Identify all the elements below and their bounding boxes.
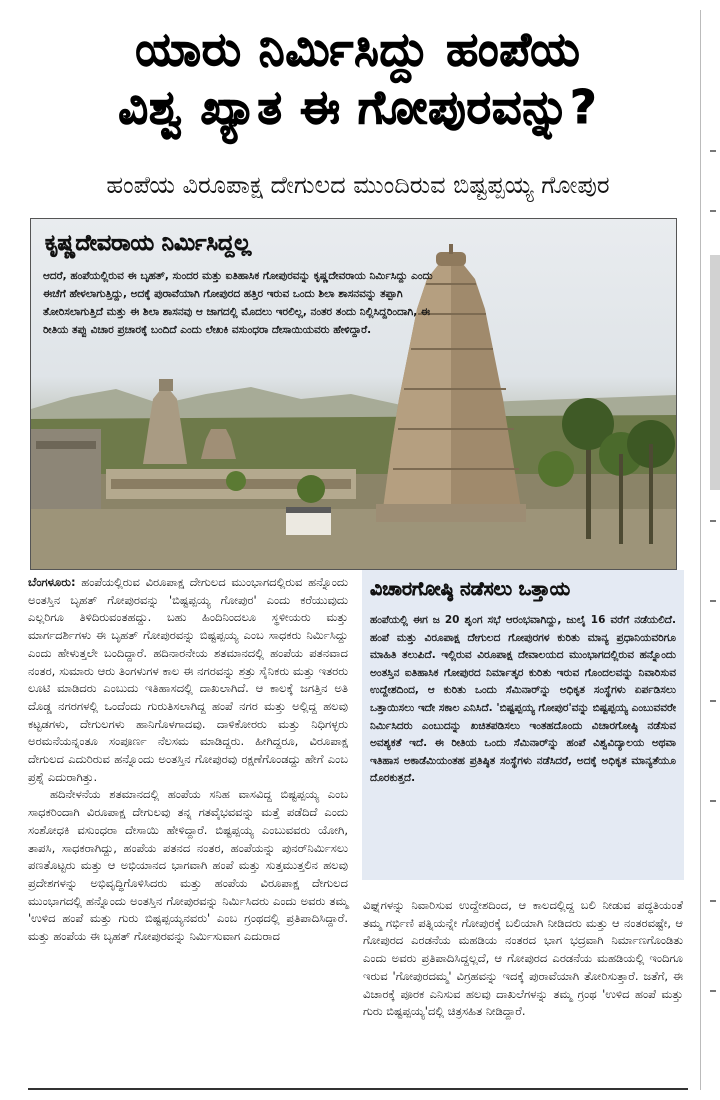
photo-box-caption: ಆದರೆ, ಹಂಪೆಯಲ್ಲಿರುವ ಈ ಬೃಹತ್, ಸುಂದರ ಮತ್ತು ಐತಿಹಾಸಿಕ ಗೋಪುರವನ್ನು ಕೃಷ್ಣದೇವರಾಯ ನಿರ್ಮಿಸಿದ್ದು ಎಂದು ಈಚೆಗೆ ಹೇಳಲಾಗುತ್ತಿದ್ದು, ಅದಕ್ಕೆ ಪುರಾವೆಯಾಗಿ ಗೋಪುರದ ಹತ್ತಿರ ಇರುವ ಒಂದು ಶಿಲಾ ಶಾಸನವನ್ನು ತಪ್ಪಾಗಿ ತೋರಿಸಲಾಗುತ್ತಿದೆ ಮತ್ತು ಈ ಶಿಲಾ ಶಾಸನವು ಆ ಜಾಗದಲ್ಲಿ ಮೊದಲು ಇರಲಿಲ್ಲ, ನಂತರ ತಂದು ನಿಲ್ಲಿಸಿದ್ದರಿಂದಾಗಿ, ಈ ರೀತಿಯ ತಪ್ಪು ವಿಚಾರ ಪ್ರಚಾರಕ್ಕೆ ಬಂದಿದೆ ಎಂದು ಲೇಖಕಿ ವಸುಂಧರಾ ದೇಸಾಯಿಯವರು ಹೇಳಿದ್ದಾರೆ. bbox=[43, 270, 433, 336]
column-divider-rule bbox=[700, 10, 701, 1090]
temple-photo-box bbox=[30, 218, 677, 570]
article-paragraph-2: ಹದಿನೇಳನೆಯ ಶತಮಾನದಲ್ಲಿ ಹಂಪೆಯ ಸನಿಹ ವಾಸವಿದ್ದ ಬಿಷ್ಟಪ್ಪಯ್ಯ ಎಂಬ ಸಾಧಕರಿಂದಾಗಿ ವಿರೂಪಾಕ್ಷ ದೇಗುಲವು ತನ್ನ ಗತವೈಭವವನ್ನು ಮತ್ತೆ ಪಡೆದಿದೆ ಎಂದು ಸಂಶೋಧಕಿ ವಸುಂಧರಾ ದೇಸಾಯಿ ಹೇಳಿದ್ದಾರೆ. ಬಿಷ್ಟಪ್ಪಯ್ಯ ಎಂಬುವವರು ಯೋಗಿ, ತಾಪಸಿ, ಸಾಧಕರಾಗಿದ್ದು, ಹಂಪೆಯ ಪತನದ ನಂತರ, ಹಂಪೆಯನ್ನು ಪುನರ್‌ನಿರ್ಮಿಸಲು ಪಣತೊಟ್ಟರು ಮತ್ತು ಆ ಅಭಿಯಾನದ ಭಾಗವಾಗಿ ಹಂಪೆ ಮತ್ತು ಸುತ್ತಮುತ್ತಲಿನ ಹಲವು ಪ್ರದೇಶಗಳನ್ನು ಅಭಿವೃದ್ಧಿಗೊಳಿಸಿದರು ಮತ್ತು ಹಂಪೆಯ ವಿರೂಪಾಕ್ಷ ದೇಗುಲದ ಮುಂಭಾಗದಲ್ಲಿ ಹನ್ನೊಂದು ಅಂತಸ್ತಿನ ಗೋಪುರವನ್ನು ನಿರ್ಮಿಸಿದರು ಎಂದು ಅವರು ತಮ್ಮ 'ಉಳಿದ ಹಂಪೆ ಮತ್ತು ಗುರು ಬಿಷ್ಟಪ್ಪಯ್ಯನವರು' ಎಂಬ ಗ್ರಂಥದಲ್ಲಿ ಪ್ರತಿಪಾದಿಸಿದ್ದಾರೆ. ಮತ್ತು ಹಂಪೆಯ ಈ ಬೃಹತ್ ಗೋಪುರವನ್ನು ನಿರ್ಮಿಸುವಾಗ ಎದುರಾದ bbox=[28, 787, 348, 944]
photo-box-title: ಕೃಷ್ಣದೇವರಾಯ ನಿರ್ಮಿಸಿದ್ದಲ್ಲ bbox=[45, 231, 252, 256]
article-column-left bbox=[28, 574, 348, 946]
headline-line-1: ಯಾರು ನಿರ್ಮಿಸಿದ್ದು ಹಂಪೆಯ bbox=[135, 22, 581, 76]
headline bbox=[28, 20, 688, 136]
article-dateline: ಬೆಂಗಳೂರು: bbox=[28, 575, 76, 589]
subheadline: ಹಂಪೆಯ ವಿರೂಪಾಕ್ಷ ದೇಗುಲದ ಮುಂದಿರುವ ಬಿಷ್ಟಪ್ಪಯ್ಯ ಗೋಪುರ bbox=[106, 171, 610, 199]
adjacent-page-strip bbox=[710, 255, 720, 490]
bottom-rule bbox=[28, 1088, 688, 1090]
article-paragraph-1-text: ಹಂಪೆಯಲ್ಲಿರುವ ವಿರೂಪಾಕ್ಷ ದೇಗುಲದ ಮುಂಭಾಗದಲ್ಲಿರುವ ಹನ್ನೊಂದು ಅಂತಸ್ತಿನ ಬೃಹತ್ ಗೋಪುರವನ್ನು 'ಬಿಷ್ಟಪ್ಪಯ್ಯ ಗೋಪುರ' ಎಂದು ಕರೆಯುವುದು ಎಲ್ಲರಿಗೂ ತಿಳಿದಿರುವಂತಹದ್ದು. ಬಹು ಹಿಂದಿನಿಂದಲೂ ಸ್ಥಳೀಯರು ಮತ್ತು ಮಾರ್ಗದರ್ಶಿಗಳು ಈ ಬೃಹತ್ ಗೋಪುರವನ್ನು ಬಿಷ್ಟಪ್ಪಯ್ಯ ಎಂಬ ಸಾಧಕರು ನಿರ್ಮಿಸಿದ್ದು ಎಂದು ಹೇಳುತ್ತಲೇ ಬಂದಿದ್ದಾರೆ. ಹದಿನಾರನೇಯ ಶತಮಾನದಲ್ಲಿ ಹಂಪೆಯ ಪತನವಾದ ನಂತರ, ಸುಮಾರು ಆರು ತಿಂಗಳುಗಳ ಕಾಲ ಈ ನಗರವನ್ನು ಶತ್ರು ಸೈನಿಕರು ಮತ್ತು ಇತರರು ಲೂಟಿ ಮಾಡಿದರು ಎಂಬುದು ಇತಿಹಾಸದಲ್ಲಿ ದಾಖಲಾಗಿದೆ. ಆ ಕಾಲಕ್ಕೆ ಜಗತ್ತಿನ ಅತಿ ದೊಡ್ಡ ನಗರಗಳಲ್ಲಿ ಒಂದೆಂದು ಗುರುತಿಸಲಾಗಿದ್ದ ಹಂಪೆ ನಗರ ಮತ್ತು ಅಲ್ಲಿದ್ದ ಹಲವು ಕಟ್ಟಡಗಳು, ದೇಗುಲಗಳು ಹಾನಿಗೊಳಗಾದವು. ದಾಳಿಕೋರರು ಮತ್ತು ನಿಧಿಗಳ್ಳರು ಅರಮನೆಯನ್ನಂತೂ ಸಂಪೂರ್ಣ ನೆಲಸಮ ಮಾಡಿದ್ದರು. ಹೀಗಿದ್ದರೂ, ವಿರೂಪಾಕ್ಷ ದೇಗುಲದ ಎದುರಿರುವ ಹನ್ನೊಂದು ಅಂತಸ್ತಿನ ಗೋಪುರವು ರಕ್ಷಣೆಗೊಂಡದ್ದು ಹೇಗೆ ಎಂಬ ಪ್ರಶ್ನೆ ಎದುರಾಗಿತ್ತು. bbox=[28, 575, 348, 784]
headline-line-2: ವಿಶ್ವ ಖ್ಯಾತ ಈ ಗೋಪುರವನ್ನು? bbox=[118, 80, 598, 134]
article-paragraph-1 bbox=[28, 574, 348, 786]
article-continuation bbox=[363, 897, 683, 1021]
sidebar-box bbox=[362, 570, 684, 880]
sidebar-title: ವಿಚಾರಗೋಷ್ಠಿ ನಡೆಸಲು ಒತ್ತಾಯ bbox=[370, 578, 571, 600]
sidebar-body: ಹಂಪೆಯಲ್ಲಿ ಈಗ ಜ 20 ಶೃಂಗ ಸಭೆ ಆರಂಭವಾಗಿದ್ದು, ಜುಲೈ 16 ವರೆಗೆ ನಡೆಯಲಿದೆ. ಹಂಪೆ ಮತ್ತು ವಿರೂಪಾಕ್ಷ ದೇಗುಲದ ಗೋಪುರಗಳ ಕುರಿತು ಮಾನ್ಯ ಪ್ರಧಾನಿಯವರಿಗೂ ಮಾಹಿತಿ ತಲುಪಿದೆ. ಇಲ್ಲಿರುವ ವಿರೂಪಾಕ್ಷ ದೇವಾಲಯದ ಮುಂಭಾಗದಲ್ಲಿರುವ ಹನ್ನೊಂದು ಅಂತಸ್ತಿನ ಐತಿಹಾಸಿಕ ಗೋಪುರದ ನಿರ್ಮಾತೃರ ಕುರಿತು ಇರುವ ಗೊಂದಲವನ್ನು ನಿವಾರಿಸುವ ಉದ್ದೇಶದಿಂದ, ಆ ಕುರಿತು ಒಂದು ಸೆಮಿನಾರ್‌ನ್ನು ಅಧಿಕೃತ ಸಂಸ್ಥೆಗಳು ಏರ್ಪಡಿಸಲು ಒತ್ತಾಯಿಸಲು ಇದೇ ಸಕಾಲ ಎನಿಸಿದೆ. 'ಬಿಷ್ಟಪ್ಪಯ್ಯ ಗೋಪುರ'ವನ್ನು ಬಿಷ್ಟಪ್ಪಯ್ಯ ಎಂಬುವವರೇ ನಿರ್ಮಿಸಿದರು ಎಂಬುದನ್ನು ಖಚಿತಪಡಿಸಲು ಇಂತಹದೊಂದು ವಿಚಾರಗೋಷ್ಠಿ ನಡೆಸುವ ಅವಶ್ಯಕತೆ ಇದೆ. ಈ ರೀತಿಯ ಒಂದು ಸೆಮಿನಾರ್‌ನ್ನು ಹಂಪೆ ವಿಶ್ವವಿದ್ಯಾಲಯ ಅಥವಾ ಇತಿಹಾಸ ಅಕಾಡೆಮಿಯಂತಹ ಪ್ರತಿಷ್ಠಿತ ಸಂಸ್ಥೆಗಳು ನಡೆಸಿದರೆ, ಅದಕ್ಕೆ ಅಧಿಕೃತ ಮಾನ್ಯತೆಯೂ ದೊರಕುತ್ತದೆ. bbox=[370, 614, 676, 785]
article-continuation-text: ವಿಘ್ನಗಳನ್ನು ನಿವಾರಿಸುವ ಉದ್ದೇಶದಿಂದ, ಆ ಕಾಲದಲ್ಲಿದ್ದ ಬಲಿ ನೀಡುವ ಪದ್ಧತಿಯಂತೆ ತಮ್ಮ ಗರ್ಭಿಣಿ ಪತ್ನಿಯನ್ನೇ ಗೋಪುರಕ್ಕೆ ಬಲಿಯಾಗಿ ನೀಡಿದರು ಮತ್ತು ಆ ನಂತರವಷ್ಟೇ, ಆ ಗೋಪುರದ ಎರಡನೆಯ ಮಹಡಿಯ ನಂತರದ ಭಾಗ ಭದ್ರವಾಗಿ ನಿರ್ಮಾಣಗೊಂಡಿತು ಎಂದು ಅವರು ಪ್ರತಿಪಾದಿಸಿದ್ದಲ್ಲದೆ, ಆ ಗೋಪುರದ ಎರಡನೆಯ ಮಹಡಿಯಲ್ಲಿ ಇಂದಿಗೂ ಇರುವ 'ಗೋಪುರದಮ್ಮ' ವಿಗ್ರಹವನ್ನು ಇದಕ್ಕೆ ಪುರಾವೆಯಾಗಿ ತೋರಿಸುತ್ತಾರೆ. ಜತೆಗೆ, ಈ ವಿಚಾರಕ್ಕೆ ಪೂರಕ ಎನಿಸುವ ಹಲವು ದಾಖಲೆಗಳನ್ನು ತಮ್ಮ ಗ್ರಂಥ 'ಉಳಿದ ಹಂಪೆ ಮತ್ತು ಗುರು ಬಿಷ್ಟಪ್ಪಯ್ಯ'ದಲ್ಲಿ ಚಿತ್ರಸಹಿತ ನೀಡಿದ್ದಾರೆ. bbox=[363, 898, 683, 1019]
